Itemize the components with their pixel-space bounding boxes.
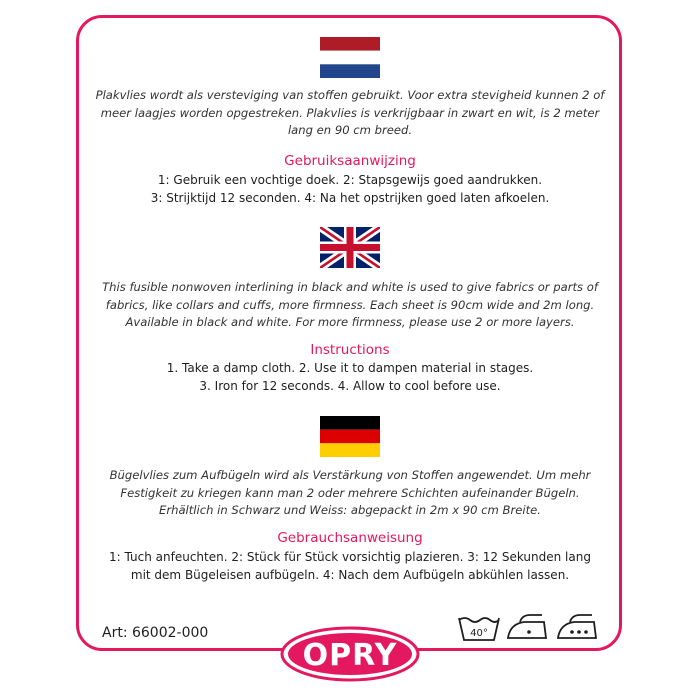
english-steps-line-1: 1. Take a damp cloth. 2. Use it to dampen material in stages. — [166, 361, 534, 375]
uk-flag-icon — [320, 227, 380, 268]
german-steps — [92, 549, 608, 584]
english-description: This fusible nonwoven interlining in black and white is used to give fabrics or parts of fabrics, like collars and cuffs, more firmness. Each sheet is 90cm wide and 2m long. Available in black and white. For more firmness, please use 2 or more layers. — [102, 280, 598, 329]
english-steps — [92, 360, 608, 395]
wash-temperature: 40° — [470, 628, 488, 639]
iron-high-heat-icon — [554, 612, 600, 644]
netherlands-flag-icon — [320, 37, 380, 78]
brand-name: OPRY — [302, 638, 398, 673]
dutch-description: Plakvlies wordt als versteviging van stoffen gebruikt. Voor extra stevigheid kunnen 2 of meer laagjes worden opgestreken. Plakvlies is verkrijgbaar in zwart en wit, is 2 meter lang en 90 cm breed. — [95, 88, 605, 137]
wash-40-icon — [456, 612, 502, 644]
english-instructions-heading: Instructions — [310, 342, 390, 358]
dutch-steps-line-1: 1: Gebruik een vochtige doek. 2: Stapsgewijs goed aandrukken. — [157, 173, 543, 187]
english-steps-line-2: 3. Iron for 12 seconds. 4. Allow to cool before use. — [199, 378, 501, 393]
iron-low-heat-icon — [504, 612, 550, 644]
german-instructions-heading: Gebrauchsanweisung — [277, 530, 423, 546]
dutch-steps-line-2: 3: Strijktijd 12 seconden. 4: Na het opstrijken goed laten afkoelen. — [150, 190, 550, 205]
article-number: Art: 66002-000 — [102, 625, 209, 641]
opry-logo — [280, 626, 420, 682]
dutch-instructions-heading: Gebruiksaanwijzing — [284, 153, 416, 169]
dutch-steps — [92, 172, 608, 207]
german-description: Bügelvlies zum Aufbügeln wird als Verstärkung von Stoffen angewendet. Um mehr Festigkeit zu kriegen kann man 2 oder mehrere Schichten aufeinander Bügeln. Erhältlich in Schwarz und Weiss: abgepackt in 2m x 90 cm Breite. — [109, 468, 591, 517]
german-steps-line-2: mit dem Bügeleisen aufbügeln. 4: Nach dem Aufbügeln abkühlen lassen. — [130, 567, 570, 582]
germany-flag-icon — [320, 416, 380, 457]
german-steps-line-1: 1: Tuch anfeuchten. 2: Stück für Stück vorsichtig plazieren. 3: 12 Sekunden lang — [109, 550, 591, 564]
